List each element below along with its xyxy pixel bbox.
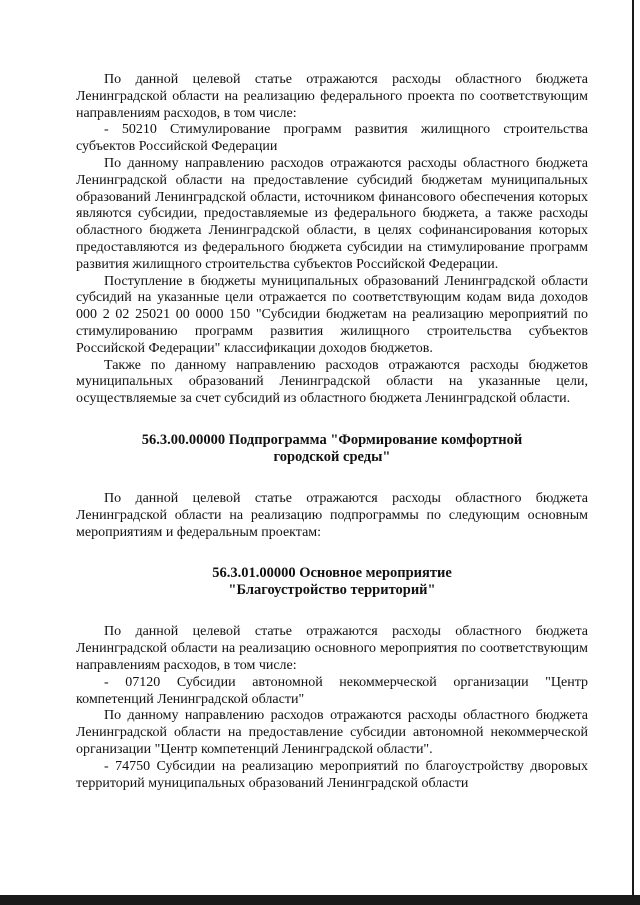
paragraph-6: По данной целевой статье отражаются расходы областного бюджета Ленинградской области на реализацию подпрограммы по следующим основным мероприятиям и федеральным проектам: [76,490,588,540]
document-body [76,72,588,792]
paragraph-1: По данной целевой статье отражаются расходы областного бюджета Ленинградской области на реализацию федерального проекта по соответствующим направлениям расходов, в том числе: [76,72,588,121]
paragraph-3: По данному направлению расходов отражаются расходы областного бюджета Ленинградской области на предоставление субсидий бюджетам муниципальных образований Ленинградской области, источником финансового обеспечения которых являются субсидии, предоставляемые из федерального бюджета, а также расходы областного бюджета Ленинградской области, в целях софинансирования которых предоставляются из федерального бюджета субсидии на стимулирование программ развития жилищного строительства субъектов Российской Федерации. [76,155,588,272]
paragraph-7: По данной целевой статье отражаются расходы областного бюджета Ленинградской области на реализацию основного мероприятия по соответствующим направлениям расходов, в том числе: [76,624,588,673]
direction-07120: - 07120 Субсидии автономной некоммерческой организации "Центр компетенций Ленинградской области" [76,674,588,707]
scan-edge-bottom [0,895,640,905]
scan-edge-right [632,0,634,895]
paragraph-4: Поступление в бюджеты муниципальных образований Ленинградской области субсидий на указанные цели отражается по соответствующим кодам вида доходов 000 2 02 25021 00 0000 150 "Субсидии бюджетам на реализацию мероприятий по стимулированию программ развития жилищного строительства субъектов Российской Федерации" классификации доходов бюджетов. [76,273,588,356]
main-activity-heading: 56.3.01.00000 Основное мероприятие "Благоустройство территорий" [212,565,452,599]
paragraph-5: Также по данному направлению расходов отражаются расходы бюджетов муниципальных образований Ленинградской области на указанные цели, осуществляемые за счет субсидий из областного бюджета Ленинградской области. [76,357,588,407]
paragraph-9: По данному направлению расходов отражаются расходы областного бюджета Ленинградской области на предоставление субсидии автономной некоммерческой организации "Центр компетенций Ленинградской области". [76,708,588,757]
subprogram-heading: 56.3.00.00000 Подпрограмма "Формирование комфортной городской среды" [141,431,523,465]
direction-50210: - 50210 Стимулирование программ развития жилищного строительства субъектов Российской Федерации [76,122,588,155]
direction-74750: - 74750 Субсидии на реализацию мероприятий по благоустройству дворовых территорий муниципальных образований Ленинградской области [76,758,588,791]
